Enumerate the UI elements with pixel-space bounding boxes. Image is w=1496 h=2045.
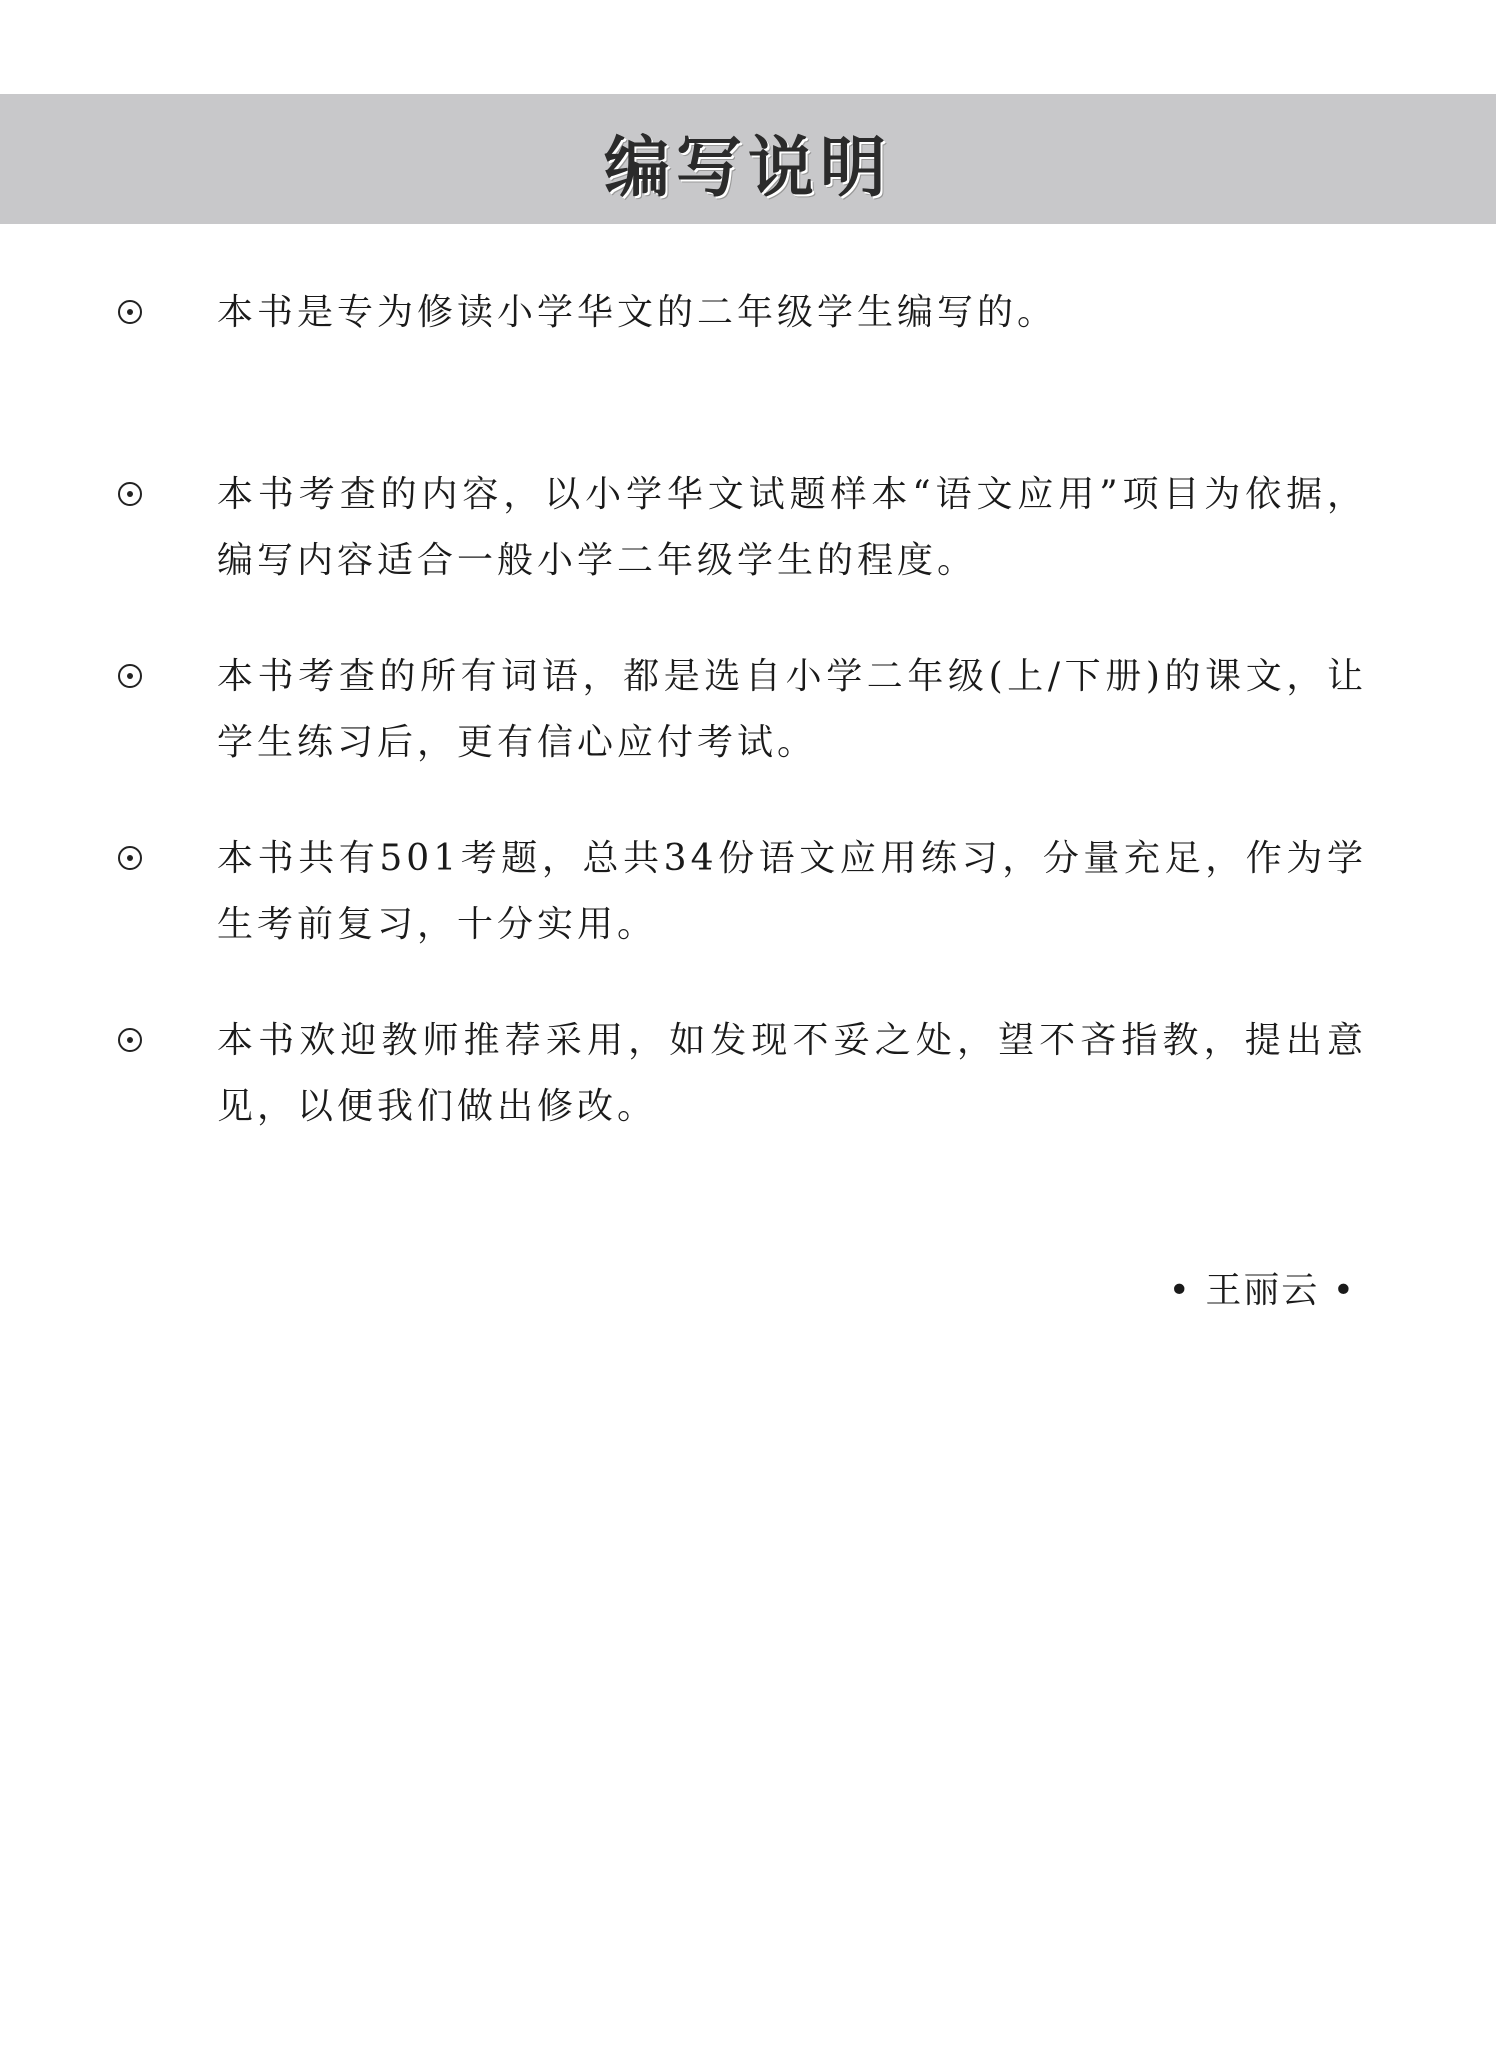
note-text: 本书考查的内容，以小学华文试题样本“语文应用”项目为依据，编写内容适合一般小学二年级学生的程度。 (217, 474, 1367, 581)
circle-dot-bullet-icon (118, 482, 142, 506)
author-signature: • 王丽云 • (1168, 1270, 1356, 1311)
circle-dot-bullet-icon (118, 846, 142, 870)
note-text: 本书是专为修读小学华文的二年级学生编写的。 (217, 292, 1058, 333)
circle-dot-bullet-icon (118, 664, 142, 688)
note-text: 本书考查的所有词语，都是选自小学二年级(上/下册)的课文，让学生练习后，更有信心应付考试。 (217, 656, 1367, 763)
circle-dot-bullet-icon (118, 1028, 142, 1052)
circle-dot-bullet-icon (118, 300, 142, 324)
note-text: 本书共有501考题，总共34份语文应用练习，分量充足，作为学生考前复习，十分实用。 (217, 838, 1367, 945)
page-title: 编写说明 (604, 128, 892, 206)
title-banner (0, 94, 1496, 224)
note-text: 本书欢迎教师推荐采用，如发现不妥之处，望不吝指教，提出意见，以便我们做出修改。 (217, 1020, 1367, 1127)
